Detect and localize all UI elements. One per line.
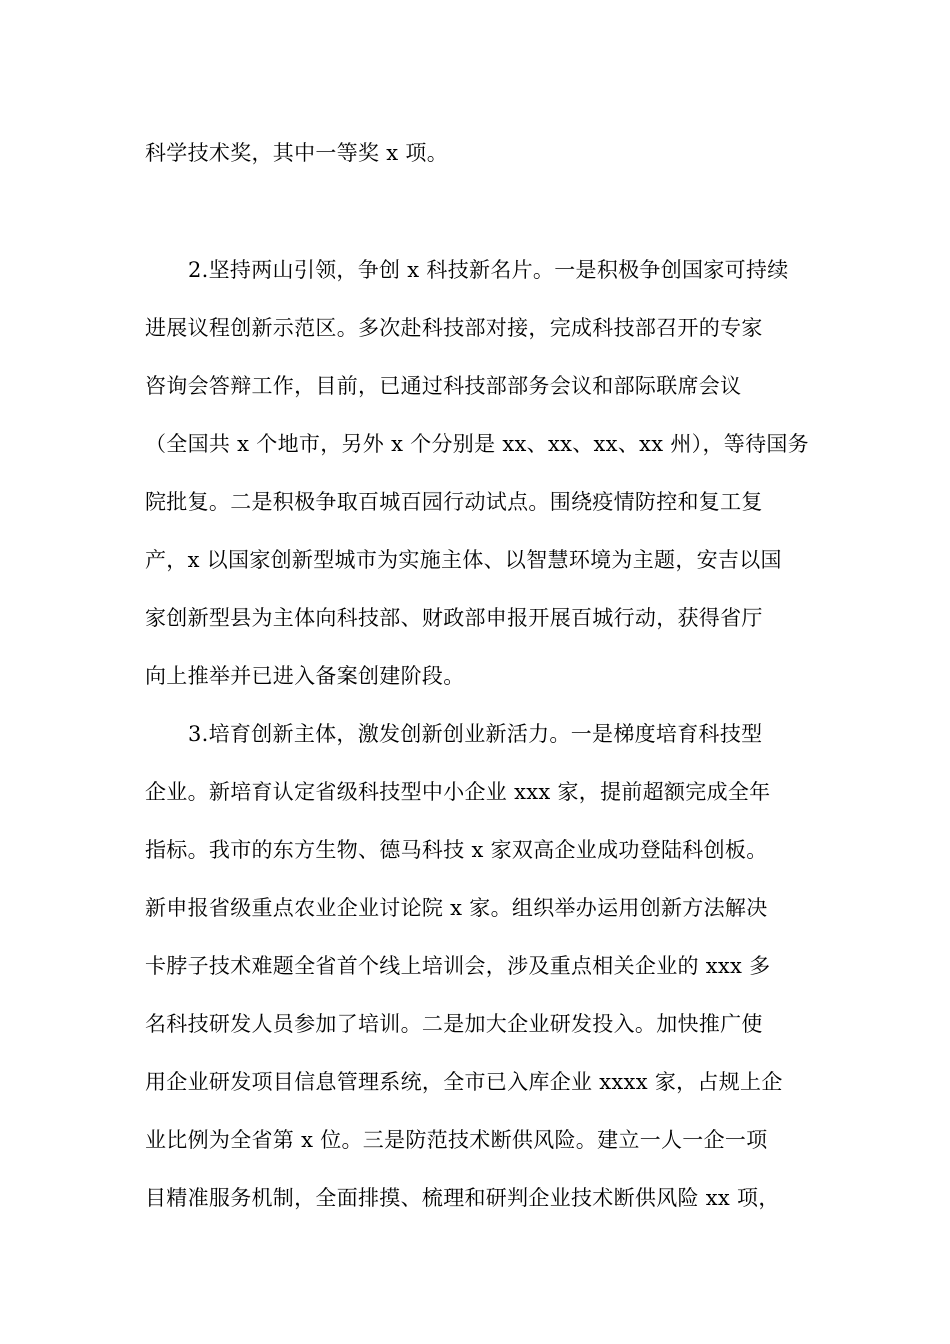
text-line: 进展议程创新示范区。多次赴科技部对接，完成科技部召开的专家 [145,316,763,340]
text-line: 咨询会答辩工作，目前，已通过科技部部务会议和部际联席会议 [145,374,742,398]
text-line: 院批复。二是积极争取百城百园行动试点。围绕疫情防控和复工复 [145,490,763,514]
text-line: 家创新型县为主体向科技部、财政部申报开展百城行动，获得省厅 [145,606,763,630]
text-line: 企业。新培育认定省级科技型中小企业 xxx 家，提前超额完成全年 [145,780,771,804]
text-line: 产，x 以国家创新型城市为实施主体、以智慧环境为主题，安吉以国 [145,548,782,572]
text-line: 科学技术奖，其中一等奖 x 项。 [145,141,448,165]
text-line: 新申报省级重点农业企业讨论院 x 家。组织举办运用创新方法解决 [145,896,768,920]
text-line: 目精准服务机制，全面排摸、梳理和研判企业技术断供风险 xx 项， [145,1186,780,1210]
text-line: 用企业研发项目信息管理系统，全市已入库企业 xxxx 家，占规上企 [145,1070,783,1094]
text-line: 卡脖子技术难题全省首个线上培训会，涉及重点相关企业的 xxx 多 [145,954,771,978]
paragraph-heading-line: 3.培育创新主体，激发创新创业新活力。一是梯度培育科技型 [188,722,763,746]
paragraph-heading-line: 2.坚持两山引领，争创 x 科技新名片。一是积极争创国家可持续 [188,258,789,282]
text-line: 指标。我市的东方生物、德马科技 x 家双高企业成功登陆科创板。 [145,838,768,862]
text-line: 向上推举并已进入备案创建阶段。 [145,664,465,688]
text-line: （全国共 x 个地市，另外 x 个分别是 xx、xx、xx、xx 州），等待国务 [145,432,809,456]
text-line: 业比例为全省第 x 位。三是防范技术断供风险。建立一人一企一项 [145,1128,768,1152]
text-line: 名科技研发人员参加了培训。二是加大企业研发投入。加快推广使 [145,1012,763,1036]
